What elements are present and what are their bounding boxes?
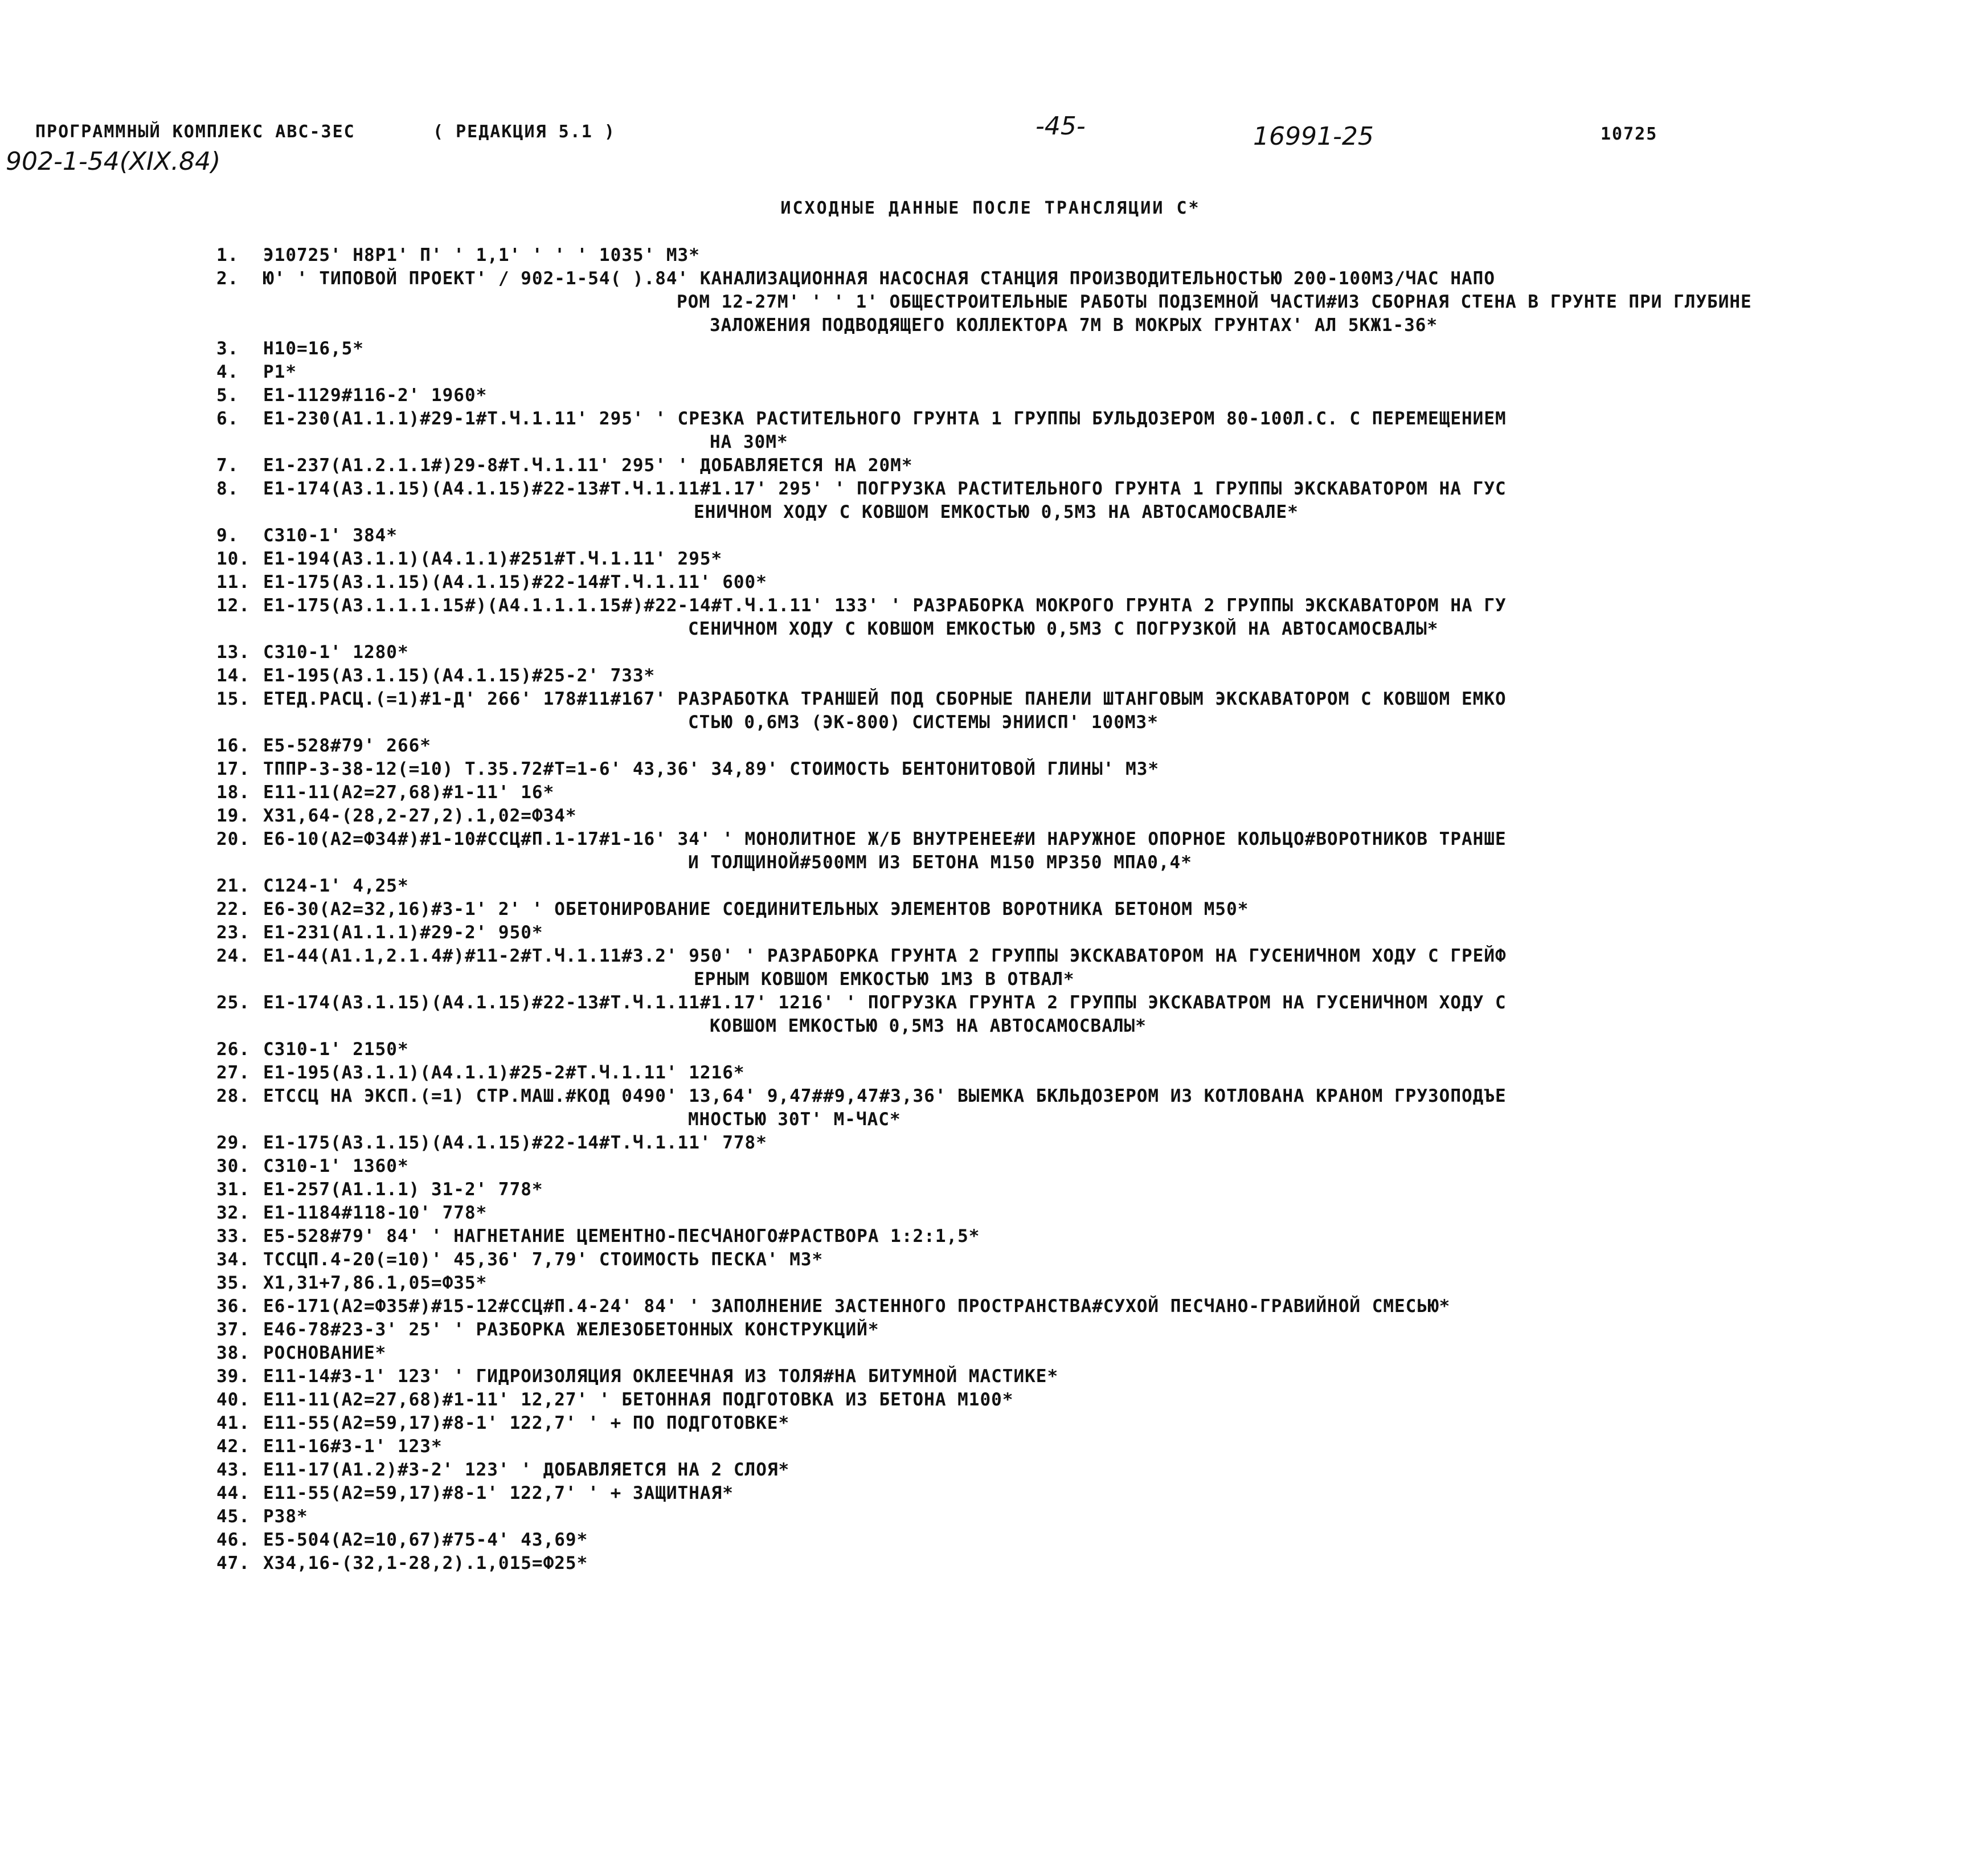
line-40: [216, 1388, 1925, 1412]
line-text: Е1-257(А1.1.1) 31-2' 778*: [263, 1179, 543, 1200]
line-text: Е5-528#79' 84' ' НАГНЕТАНИЕ ЦЕМЕНТНО-ПЕСЧАНОГО#РАСТВОРА 1:2:1,5*: [263, 1226, 980, 1246]
line-text: Е1-195(А3.1.15)(А4.1.15)#25-2' 733*: [263, 665, 656, 686]
page-title: ИСХОДНЫЕ ДАННЫЕ ПОСЛЕ ТРАНСЛЯЦИИ С*: [780, 198, 1201, 218]
line-text: Е11-16#3-1' 123*: [263, 1436, 443, 1457]
line-number: 14.: [216, 665, 250, 686]
line-text: ЕТССЦ НА ЭКСП.(=1) СТР.МАШ.#КОД 0490' 13,64' 9,47##9,47#3,36' ВЫЕМКА БКЛЬДОЗЕРОМ ИЗ КОТЛОВАНА КРАНОМ ГРУЗОПОДЪЕ: [263, 1086, 1507, 1106]
line-text: Е46-78#23-3' 25' ' РАЗБОРКА ЖЕЛЕЗОБЕТОННЫХ КОНСТРУКЦИЙ*: [263, 1319, 879, 1340]
line-15: [216, 688, 1925, 711]
line-text: С310-1' 384*: [263, 525, 398, 546]
line-41: [216, 1412, 1925, 1435]
line-number: 30.: [216, 1156, 250, 1176]
document-number: 16991-25: [1253, 122, 1374, 151]
line-continuation: ЕРНЫМ КОВШОМ ЕМКОСТЬЮ 1М3 В ОТВАЛ*: [694, 969, 1075, 990]
line-12: [216, 594, 1925, 618]
line-text: С124-1' 4,25*: [263, 876, 409, 896]
line-42: [216, 1435, 1925, 1458]
line-number: 8.: [216, 479, 239, 499]
line-number: 2.: [216, 268, 239, 289]
line-number: 41.: [216, 1413, 250, 1433]
line-text: Е5-528#79' 266*: [263, 735, 431, 756]
line-number: 31.: [216, 1179, 250, 1200]
line-text: Е11-11(А2=27,68)#1-11' 12,27' ' БЕТОННАЯ ПОДГОТОВКА ИЗ БЕТОНА М100*: [263, 1389, 1014, 1410]
line-number: 18.: [216, 782, 250, 803]
line-number: 45.: [216, 1506, 250, 1527]
line-number: 42.: [216, 1436, 250, 1457]
line-22: [216, 898, 1925, 921]
line-1: [216, 244, 1925, 267]
line-26: [216, 1038, 1925, 1061]
line-text: Р1*: [263, 362, 297, 382]
line-continuation: СТЬЮ 0,6М3 (ЭК-800) СИСТЕМЫ ЭНИИСП' 100М3*: [688, 712, 1159, 733]
line-continuation: ЕНИЧНОМ ХОДУ С КОВШОМ ЕМКОСТЬЮ 0,5М3 НА АВТОСАМОСВАЛЕ*: [694, 502, 1299, 522]
line-text: ТССЦП.4-20(=10)' 45,36' 7,79' СТОИМОСТЬ ПЕСКА' М3*: [263, 1249, 824, 1270]
line-number: 35.: [216, 1273, 250, 1293]
line-23: [216, 921, 1925, 945]
line-number: 17.: [216, 759, 250, 779]
line-13: [216, 641, 1925, 664]
line-45: [216, 1505, 1925, 1528]
line-text: Е1-175(А3.1.15)(А4.1.15)#22-14#Т.Ч.1.11' 600*: [263, 572, 767, 592]
line-36: [216, 1295, 1925, 1318]
line-text: Х34,16-(32,1-28,2).1,015=Ф25*: [263, 1553, 588, 1573]
line-29: [216, 1131, 1925, 1155]
line-number: 47.: [216, 1553, 250, 1573]
line-6: [216, 407, 1925, 431]
line-text: Е5-504(А2=10,67)#75-4' 43,69*: [263, 1530, 588, 1550]
line-text: Е1-175(А3.1.1.1.15#)(А4.1.1.1.15#)#22-14#Т.Ч.1.11' 133' ' РАЗРАБОРКА МОКРОГО ГРУНТА 2 ГРУППЫ ЭКСКАВАТОРОМ НА ГУ: [263, 595, 1507, 616]
line-number: 4.: [216, 362, 239, 382]
line-text: Е1-194(А3.1.1)(А4.1.1)#251#Т.Ч.1.11' 295*: [263, 549, 723, 569]
line-number: 11.: [216, 572, 250, 592]
line-text: Х1,31+7,86.1,05=Ф35*: [263, 1273, 488, 1293]
line-text: Е11-55(А2=59,17)#8-1' 122,7' ' + ПО ПОДГОТОВКЕ*: [263, 1413, 790, 1433]
line-text: Е1-44(А1.1,2.1.4#)#11-2#Т.Ч.1.11#3.2' 950' ' РАЗРАБОРКА ГРУНТА 2 ГРУППЫ ЭКСКАВАТОРОМ НА ГУСЕНИЧНОМ ХОДУ С ГРЕЙФ: [263, 946, 1507, 966]
line-18: [216, 781, 1925, 804]
line-39: [216, 1365, 1925, 1388]
line-number: 13.: [216, 642, 250, 663]
line-text: Е1-174(А3.1.15)(А4.1.15)#22-13#Т.Ч.1.11#1.17' 295' ' ПОГРУЗКА РАСТИТЕЛЬНОГО ГРУНТА 1 ГРУППЫ ЭКСКАВАТОРОМ НА ГУС: [263, 479, 1507, 499]
line-20: [216, 828, 1925, 851]
line-30: [216, 1155, 1925, 1178]
line-21: [216, 874, 1925, 898]
line-3: [216, 337, 1925, 361]
edition-label: ( РЕДАКЦИЯ 5.1 ): [433, 122, 616, 142]
line-text: Е1-1184#118-10' 778*: [263, 1203, 488, 1223]
line-continuation: НА 30М*: [710, 432, 788, 452]
line-33: [216, 1225, 1925, 1248]
line-text: Ю' ' ТИПОВОЙ ПРОЕКТ' / 902-1-54( ).84' КАНАЛИЗАЦИОННАЯ НАСОСНАЯ СТАНЦИЯ ПРОИЗВОДИТЕЛЬНОСТЬЮ 200-100М3/ЧАС НАПО: [263, 268, 1495, 289]
line-number: 25.: [216, 992, 250, 1013]
program-name: ПРОГРАММНЫЙ КОМПЛЕКС АВС-3ЕС: [35, 122, 355, 142]
line-10: [216, 547, 1925, 571]
line-17: [216, 758, 1925, 781]
line-28: [216, 1085, 1925, 1108]
line-16: [216, 734, 1925, 758]
line-continuation: КОВШОМ ЕМКОСТЬЮ 0,5М3 НА АВТОСАМОСВАЛЫ*: [710, 1016, 1147, 1036]
source-listing: [216, 244, 1925, 1575]
line-number: 3.: [216, 338, 239, 359]
line-text: Э10725' Н8Р1' П' ' 1,1' ' ' ' 1035' М3*: [263, 245, 700, 265]
line-text: Е1-231(А1.1.1)#29-2' 950*: [263, 922, 543, 943]
line-27: [216, 1061, 1925, 1085]
line-47: [216, 1552, 1925, 1575]
line-number: 12.: [216, 595, 250, 616]
line-text: Е11-55(А2=59,17)#8-1' 122,7' ' + ЗАЩИТНАЯ*: [263, 1483, 734, 1503]
line-14: [216, 664, 1925, 688]
line-number: 23.: [216, 922, 250, 943]
line-text: С310-1' 2150*: [263, 1039, 409, 1060]
line-number: 5.: [216, 385, 239, 406]
line-text: Е11-17(А1.2)#3-2' 123' ' ДОБАВЛЯЕТСЯ НА 2 СЛОЯ*: [263, 1460, 790, 1480]
line-46: [216, 1528, 1925, 1552]
line-number: 27.: [216, 1062, 250, 1083]
line-number: 20.: [216, 829, 250, 849]
line-number: 28.: [216, 1086, 250, 1106]
line-8: [216, 477, 1925, 501]
line-35: [216, 1272, 1925, 1295]
line-number: 21.: [216, 876, 250, 896]
line-text: Е1-237(А1.2.1.1#)29-8#Т.Ч.1.11' 295' ' ДОБАВЛЯЕТСЯ НА 20М*: [263, 455, 913, 476]
line-11: [216, 571, 1925, 594]
line-text: Е11-11(А2=27,68)#1-11' 16*: [263, 782, 555, 803]
line-44: [216, 1482, 1925, 1505]
line-text: Е1-230(А1.1.1)#29-1#Т.Ч.1.11' 295' ' СРЕЗКА РАСТИТЕЛЬНОГО ГРУНТА 1 ГРУППЫ БУЛЬДОЗЕРОМ 80-100Л.С. С ПЕРЕМЕЩЕНИЕМ: [263, 408, 1507, 429]
line-7: [216, 454, 1925, 477]
line-text: С310-1' 1360*: [263, 1156, 409, 1176]
line-continuation: ЗАЛОЖЕНИЯ ПОДВОДЯЩЕГО КОЛЛЕКТОРА 7М В МОКРЫХ ГРУНТАХ' АЛ 5КЖ1-36*: [710, 315, 1438, 336]
line-text: ТППР-3-38-12(=10) Т.35.72#Т=1-6' 43,36' 34,89' СТОИМОСТЬ БЕНТОНИТОВОЙ ГЛИНЫ' М3*: [263, 759, 1160, 779]
line-number: 1.: [216, 245, 239, 265]
line-text: РОСНОВАНИЕ*: [263, 1343, 387, 1363]
line-continuation: МНОСТЬЮ 30Т' М-ЧАС*: [688, 1109, 901, 1130]
line-text: Е6-171(А2=Ф35#)#15-12#ССЦ#П.4-24' 84' ' ЗАПОЛНЕНИЕ ЗАСТЕННОГО ПРОСТРАНСТВА#СУХОЙ ПЕСЧАНО-ГРАВИЙНОЙ СМЕСЬЮ*: [263, 1296, 1451, 1317]
line-4: [216, 361, 1925, 384]
line-text: Х31,64-(28,2-27,2).1,02=Ф34*: [263, 806, 577, 826]
line-number: 32.: [216, 1203, 250, 1223]
line-continuation: СЕНИЧНОМ ХОДУ С КОВШОМ ЕМКОСТЬЮ 0,5М3 С ПОГРУЗКОЙ НА АВТОСАМОСВАЛЫ*: [688, 619, 1439, 639]
project-handwritten-label: 902-1-54(XIX.84): [6, 147, 221, 176]
line-text: Е11-14#3-1' 123' ' ГИДРОИЗОЛЯЦИЯ ОКЛЕЕЧНАЯ ИЗ ТОЛЯ#НА БИТУМНОЙ МАСТИКЕ*: [263, 1366, 1059, 1387]
line-text: Е1-1129#116-2' 1960*: [263, 385, 488, 406]
line-number: 6.: [216, 408, 239, 429]
line-continuation: И ТОЛЩИНОЙ#500ММ ИЗ БЕТОНА М150 МР350 МПА0,4*: [688, 852, 1192, 873]
line-31: [216, 1178, 1925, 1201]
line-32: [216, 1201, 1925, 1225]
line-number: 9.: [216, 525, 239, 546]
code-number: 10725: [1601, 124, 1658, 144]
line-text: Р38*: [263, 1506, 308, 1527]
line-19: [216, 804, 1925, 828]
line-37: [216, 1318, 1925, 1342]
line-text: Е6-10(А2=Ф34#)#1-10#ССЦ#П.1-17#1-16' 34' ' МОНОЛИТНОЕ Ж/Б ВНУТРЕНЕЕ#И НАРУЖНОЕ ОПОРНОЕ КОЛЬЦО#ВОРОТНИКОВ ТРАНШЕ: [263, 829, 1507, 849]
line-text: С310-1' 1280*: [263, 642, 409, 663]
line-number: 26.: [216, 1039, 250, 1060]
line-43: [216, 1458, 1925, 1482]
line-text: ЕТЕД.РАСЦ.(=1)#1-Д' 266' 178#11#167' РАЗРАБОТКА ТРАНШЕЙ ПОД СБОРНЫЕ ПАНЕЛИ ШТАНГОВЫМ ЭКСКАВАТОРОМ С КОВШОМ ЕМКО: [263, 689, 1507, 709]
line-38: [216, 1342, 1925, 1365]
line-text: Е6-30(А2=32,16)#3-1' 2' ' ОБЕТОНИРОВАНИЕ СОЕДИНИТЕЛЬНЫХ ЭЛЕМЕНТОВ ВОРОТНИКА БЕТОНОМ М50*: [263, 899, 1249, 919]
line-number: 37.: [216, 1319, 250, 1340]
line-number: 46.: [216, 1530, 250, 1550]
line-number: 29.: [216, 1133, 250, 1153]
line-text: Е1-174(А3.1.15)(А4.1.15)#22-13#Т.Ч.1.11#1.17' 1216' ' ПОГРУЗКА ГРУНТА 2 ГРУППЫ ЭКСКАВАТРОМ НА ГУСЕНИЧНОМ ХОДУ С: [263, 992, 1507, 1013]
line-number: 38.: [216, 1343, 250, 1363]
line-25: [216, 991, 1925, 1015]
line-continuation: РОМ 12-27М' ' ' 1' ОБЩЕСТРОИТЕЛЬНЫЕ РАБОТЫ ПОДЗЕМНОЙ ЧАСТИ#ИЗ СБОРНАЯ СТЕНА В ГРУНТЕ ПРИ ГЛУБИНЕ: [677, 292, 1752, 312]
line-number: 7.: [216, 455, 239, 476]
line-number: 34.: [216, 1249, 250, 1270]
line-number: 33.: [216, 1226, 250, 1246]
line-5: [216, 384, 1925, 407]
line-number: 24.: [216, 946, 250, 966]
line-34: [216, 1248, 1925, 1272]
line-9: [216, 524, 1925, 547]
line-number: 19.: [216, 806, 250, 826]
line-number: 36.: [216, 1296, 250, 1317]
line-2: [216, 267, 1925, 291]
line-number: 10.: [216, 549, 250, 569]
line-text: Е1-195(А3.1.1)(А4.1.1)#25-2#Т.Ч.1.11' 1216*: [263, 1062, 745, 1083]
line-text: Е1-175(А3.1.15)(А4.1.15)#22-14#Т.Ч.1.11' 778*: [263, 1133, 767, 1153]
line-number: 16.: [216, 735, 250, 756]
line-number: 44.: [216, 1483, 250, 1503]
line-24: [216, 945, 1925, 968]
line-number: 15.: [216, 689, 250, 709]
line-number: 22.: [216, 899, 250, 919]
line-number: 40.: [216, 1389, 250, 1410]
line-text: Н10=16,5*: [263, 338, 364, 359]
line-number: 43.: [216, 1460, 250, 1480]
page-number: -45-: [1035, 112, 1086, 141]
line-number: 39.: [216, 1366, 250, 1387]
